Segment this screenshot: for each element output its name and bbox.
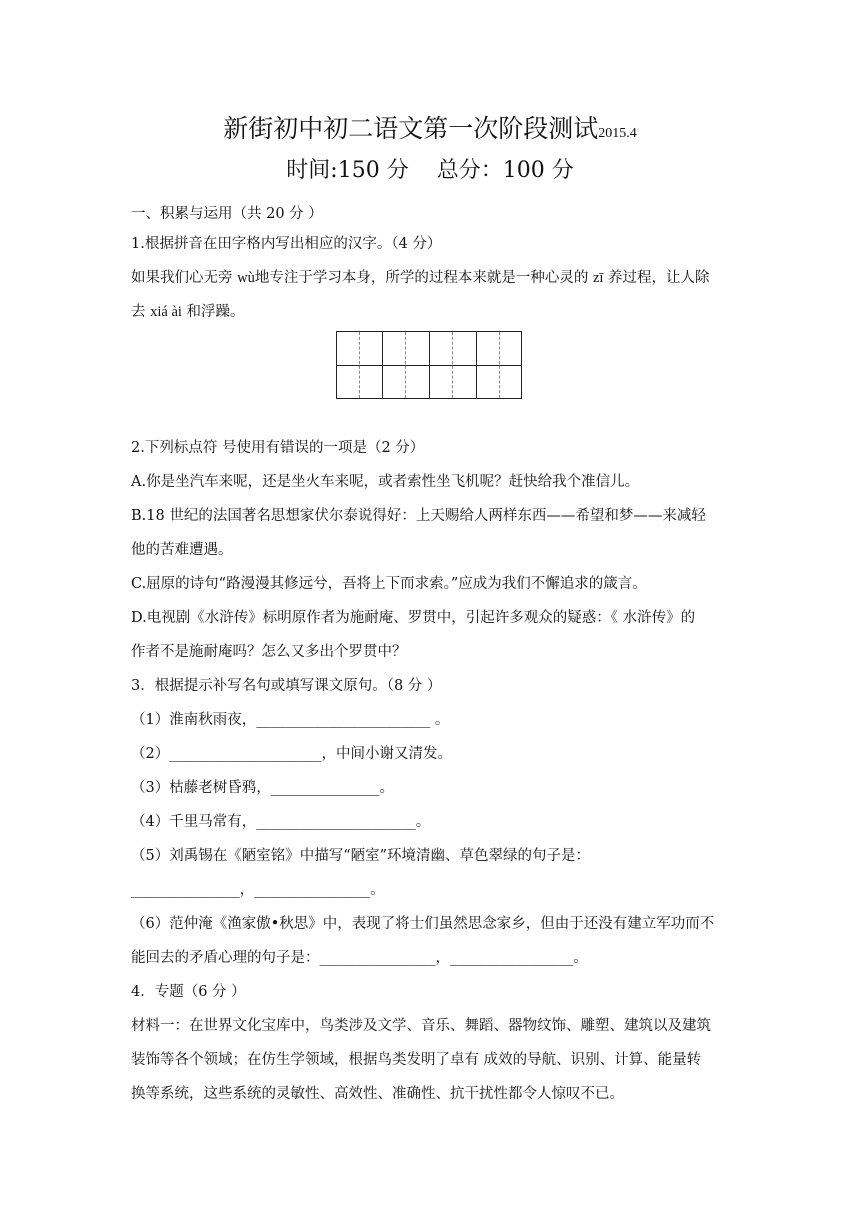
q3-line6: _______________，________________。 xyxy=(131,882,385,898)
q3-line7: （6）范仲淹《渔家傲•秋思》中，表现了将士们虽然思念家乡，但由于还没有建立军功而不 xyxy=(131,916,715,932)
q4-material-line3: 换等系统，这些系统的灵敏性、高效性、准确性、抗干扰性都令人惊叹不已。 xyxy=(131,1086,624,1102)
q1-text-line1: 如果我们心无旁 wù地专注于学习本身，所学的过程本来就是一种心灵的 zī 养过程，让人除 xyxy=(131,270,710,286)
q1-text-line2: 去 xiá ài 和浮躁。 xyxy=(131,304,245,320)
q4-material-line1: 材料一：在世界文化宝库中，鸟类涉及文学、音乐、舞蹈、器物纹饰、雕塑、建筑以及建筑 xyxy=(131,1018,711,1034)
q2-option-b-line1: B.18 世纪的法国著名思想家伏尔泰说得好：上天赐给人两样东西——希望和梦——来减轻 xyxy=(131,508,706,524)
q2-option-d-line2: 作者不是施耐庵吗？怎么又多出个罗贯中？ xyxy=(131,644,407,660)
exam-total: 总分：100 分 xyxy=(436,158,574,183)
q3-stem: 3．根据提示补写名句或填写课文原句。（8 分 ） xyxy=(131,678,442,694)
q3-line4: （4）千里马常有，______________________。 xyxy=(131,814,431,830)
page-title xyxy=(0,116,860,141)
q3-line1: （1）淮南秋雨夜，________________________ 。 xyxy=(131,712,450,728)
exam-info xyxy=(0,160,860,182)
q4-stem: 4．专题（6 分 ） xyxy=(131,984,246,1000)
q2-option-b-line2: 他的苦难遭遇。 xyxy=(131,542,233,558)
q2-option-a: A.你是坐汽车来呢，还是坐火车来呢，或者索性坐飞机呢？赶快给我个准信儿。 xyxy=(131,474,640,490)
exam-date: 2015.4 xyxy=(598,126,637,141)
q2-option-d-line1: D.电视剧《水浒传》标明原作者为施耐庵、罗贯中，引起许多观众的疑惑：《 水浒传》的 xyxy=(131,610,696,626)
exam-title: 新街初中初二语文第一次阶段测试 xyxy=(223,114,599,143)
q2-option-c: C.屈原的诗句“路漫漫其修远兮，吾将上下而求索。”应成为我们不懈追求的箴言。 xyxy=(131,576,647,592)
section-heading: 一、积累与运用（共 20 分 ） xyxy=(131,206,323,222)
q3-line2: （2）_____________________，中间小谢又清发。 xyxy=(131,746,452,762)
q2-stem: 2.下列标点符 号使用有错误的一项是（2 分） xyxy=(131,440,425,456)
exam-time: 时间:150 分 xyxy=(286,158,409,183)
q3-line3: （3）枯藤老树昏鸦，_______________。 xyxy=(131,780,394,796)
q4-material-line2: 装饰等各个领域；在仿生学领域，根据鸟类发明了卓有 成效的导航、识别、计算、能量转 xyxy=(131,1052,702,1068)
tianzige-grid[interactable] xyxy=(336,331,522,399)
q3-line5: （5）刘禹锡在《陋室铭》中描写“陋室”环境清幽、草色翠绿的句子是： xyxy=(131,848,591,864)
q1-stem: 1.根据拼音在田字格内写出相应的汉字。（4 分） xyxy=(131,236,442,252)
q3-line8: 能回去的矛盾心理的句子是：________________，_________________。 xyxy=(131,950,588,966)
